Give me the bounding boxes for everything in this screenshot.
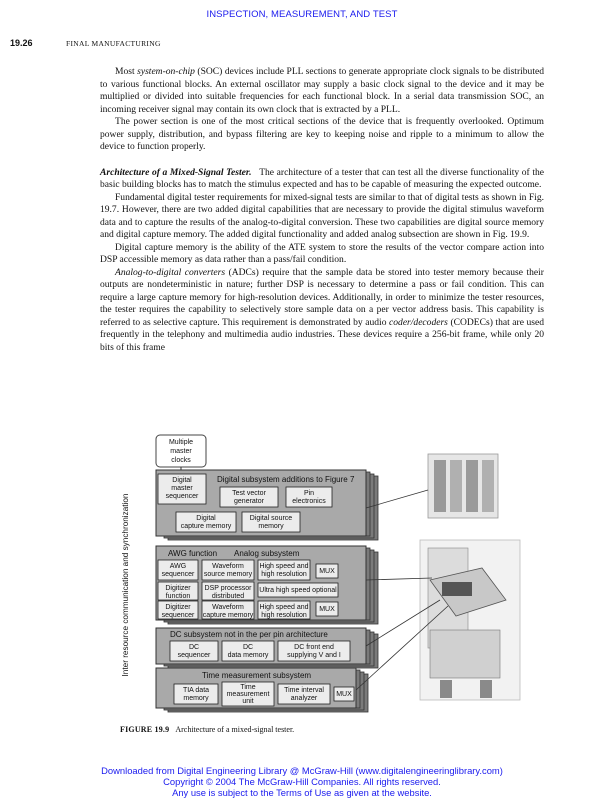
svg-text:function: function: [165, 593, 191, 600]
svg-text:Digitizer: Digitizer: [165, 604, 191, 611]
svg-text:Pin: Pin: [303, 490, 315, 497]
svg-text:sequencer: sequencer: [177, 652, 211, 659]
svg-text:master: master: [171, 485, 193, 492]
svg-text:Ultra high speed optional: Ultra high speed optional: [259, 587, 337, 594]
svg-text:AWG: AWG: [169, 563, 187, 570]
svg-text:DC front end: DC front end: [294, 644, 334, 651]
analog-subsystem: [156, 546, 378, 624]
footer-line-terms: Any use is subject to the Terms of Use as given at the website.: [172, 787, 432, 798]
svg-text:master: master: [170, 448, 192, 455]
paragraph-soc: Most system-on-chip (SOC) devices include PLL sections to generate appropriate clock signals to be distributed to various functional blocks. An external oscillator may supply a basic clock signal to the device and it may be multiplied or divided into suitable frequencies for each functional block. In a serial data transmission SOC, an incoming receiver signal may contain its own clock that is extracted by a PLL.: [100, 66, 544, 115]
digital-subsystem: [156, 470, 378, 540]
svg-text:memory: memory: [183, 695, 209, 702]
svg-text:Digital subsystem additions to: Digital subsystem additions to Figure 7: [217, 475, 355, 484]
svg-text:capture memory: capture memory: [180, 523, 232, 530]
svg-text:Digitizer: Digitizer: [165, 585, 191, 592]
paragraph-requirements: Fundamental digital tester requirements for mixed-signal tests are similar to that of digital tests as shown in Fig. 19.7. However, there are two added digital capabilities that are necessary to provide the digital stimulus waveform data and to capture the results of the analog-to-digital conversion. These two capabilities are digital source memory and digital capture memory. The added digital functionality and added analog subsection are shown in Fig. 19.9.: [100, 191, 544, 240]
svg-text:DSP processor: DSP processor: [204, 585, 252, 592]
footer-line-download[interactable]: Downloaded from Digital Engineering Library @ McGraw-Hill (www.digitalengineeringlibrary.com): [101, 765, 503, 776]
svg-text:High speed and: High speed and: [259, 604, 309, 611]
svg-text:Digital source: Digital source: [249, 515, 293, 522]
running-head: FINAL MANUFACTURING: [66, 39, 161, 48]
svg-text:Waveform: Waveform: [212, 563, 244, 570]
page-number: 19.26: [10, 38, 33, 48]
multiple-master-clocks: [156, 435, 206, 467]
svg-text:source memory: source memory: [203, 571, 253, 578]
svg-text:high resolution: high resolution: [261, 612, 307, 619]
time-measurement-subsystem: [156, 668, 368, 712]
svg-text:analyzer: analyzer: [290, 695, 318, 702]
svg-text:sequencer: sequencer: [161, 571, 195, 578]
svg-text:Analog subsystem: Analog subsystem: [234, 549, 300, 558]
download-footer: [0, 765, 604, 798]
side-label: Inter resource communication and synchronization: [121, 493, 130, 677]
test-head-photo: [420, 540, 520, 700]
paragraph-capture-memory: Digital capture memory is the ability of the ATE system to store the results of the vector compare action into DSP accessible memory as data rather than a pass/fail condition.: [100, 241, 544, 265]
svg-text:capture memory: capture memory: [202, 612, 254, 619]
tester-cabinet-photo: [428, 454, 498, 518]
svg-text:memory: memory: [258, 523, 284, 530]
svg-text:generator: generator: [234, 498, 264, 505]
svg-text:data memory: data memory: [227, 652, 269, 659]
svg-text:TIA data: TIA data: [182, 687, 210, 694]
svg-text:AWG function: AWG function: [168, 549, 218, 558]
footer-line-copyright: Copyright © 2004 The McGraw-Hill Companies. All rights reserved.: [163, 776, 441, 787]
svg-text:High speed and: High speed and: [259, 563, 309, 570]
svg-text:unit: unit: [242, 698, 254, 705]
svg-text:Time: Time: [240, 684, 256, 691]
svg-text:MUX: MUX: [319, 606, 335, 613]
svg-text:DC: DC: [188, 644, 200, 651]
figure-caption: FIGURE 19.9 Architecture of a mixed-signal tester.: [120, 725, 295, 734]
paragraph-adc: Analog-to-digital converters (ADCs) require that the sample data be stored into tester memory because their outputs are nondeterministic in nature; further DSP is necessary to determine a pass or fail condition. This can require a large capture memory for high-resolution devices. Additionally, in order to minimize the tester resources, the tester requires the capability to selectively store sample data on a per vector address basis. This capability is referred to as selective capture. This requirement is demonstrated by audio coder/decoders (CODECs) that are used frequently in the telephony and multimedia audio industries. These devices require a 256-bit frame, while only 20 bits of this frame: [100, 266, 545, 353]
svg-text:Time interval: Time interval: [284, 687, 324, 694]
svg-text:distributed: distributed: [211, 593, 245, 600]
paragraph-power: The power section is one of the most critical sections of the device that is frequently overlooked. Optimum power supply, distribution, and bypass filtering are key to keeping noise and ripple to a minimum to allow the device to function properly.: [100, 116, 544, 152]
paragraph-architecture: Architecture of a Mixed-Signal Tester. The architecture of a tester that can test all the diverse functionality of the basic building blocks has to match the stimulus expected and has to be capable of measuring the expected outcome.: [100, 166, 545, 190]
svg-text:electronics: electronics: [292, 498, 326, 505]
svg-text:Time measurement subsystem: Time measurement subsystem: [202, 671, 312, 680]
section-header: INSPECTION, MEASUREMENT, AND TEST: [206, 9, 398, 20]
section-heading: Architecture of a Mixed-Signal Tester.: [100, 166, 252, 178]
svg-text:DC subsystem not in the per pi: DC subsystem not in the per pin architecture: [170, 630, 328, 639]
svg-text:supplying V and I: supplying V and I: [287, 652, 341, 659]
svg-text:MUX: MUX: [319, 568, 335, 575]
svg-text:DC: DC: [242, 644, 254, 651]
dc-subsystem: [156, 628, 378, 668]
svg-text:MUX: MUX: [336, 691, 352, 698]
figure-architecture-diagram: [110, 430, 580, 722]
svg-text:Test vector: Test vector: [232, 490, 266, 497]
svg-text:Digital: Digital: [172, 477, 192, 484]
svg-text:Digital: Digital: [196, 515, 216, 522]
svg-text:sequencer: sequencer: [165, 493, 199, 500]
svg-text:measurement: measurement: [226, 691, 270, 698]
svg-text:clocks: clocks: [171, 457, 191, 464]
svg-text:sequencer: sequencer: [161, 612, 195, 619]
body-text: [100, 66, 544, 354]
svg-text:Waveform: Waveform: [212, 604, 244, 611]
svg-text:high resolution: high resolution: [261, 571, 307, 578]
svg-text:Multiple: Multiple: [168, 439, 194, 446]
